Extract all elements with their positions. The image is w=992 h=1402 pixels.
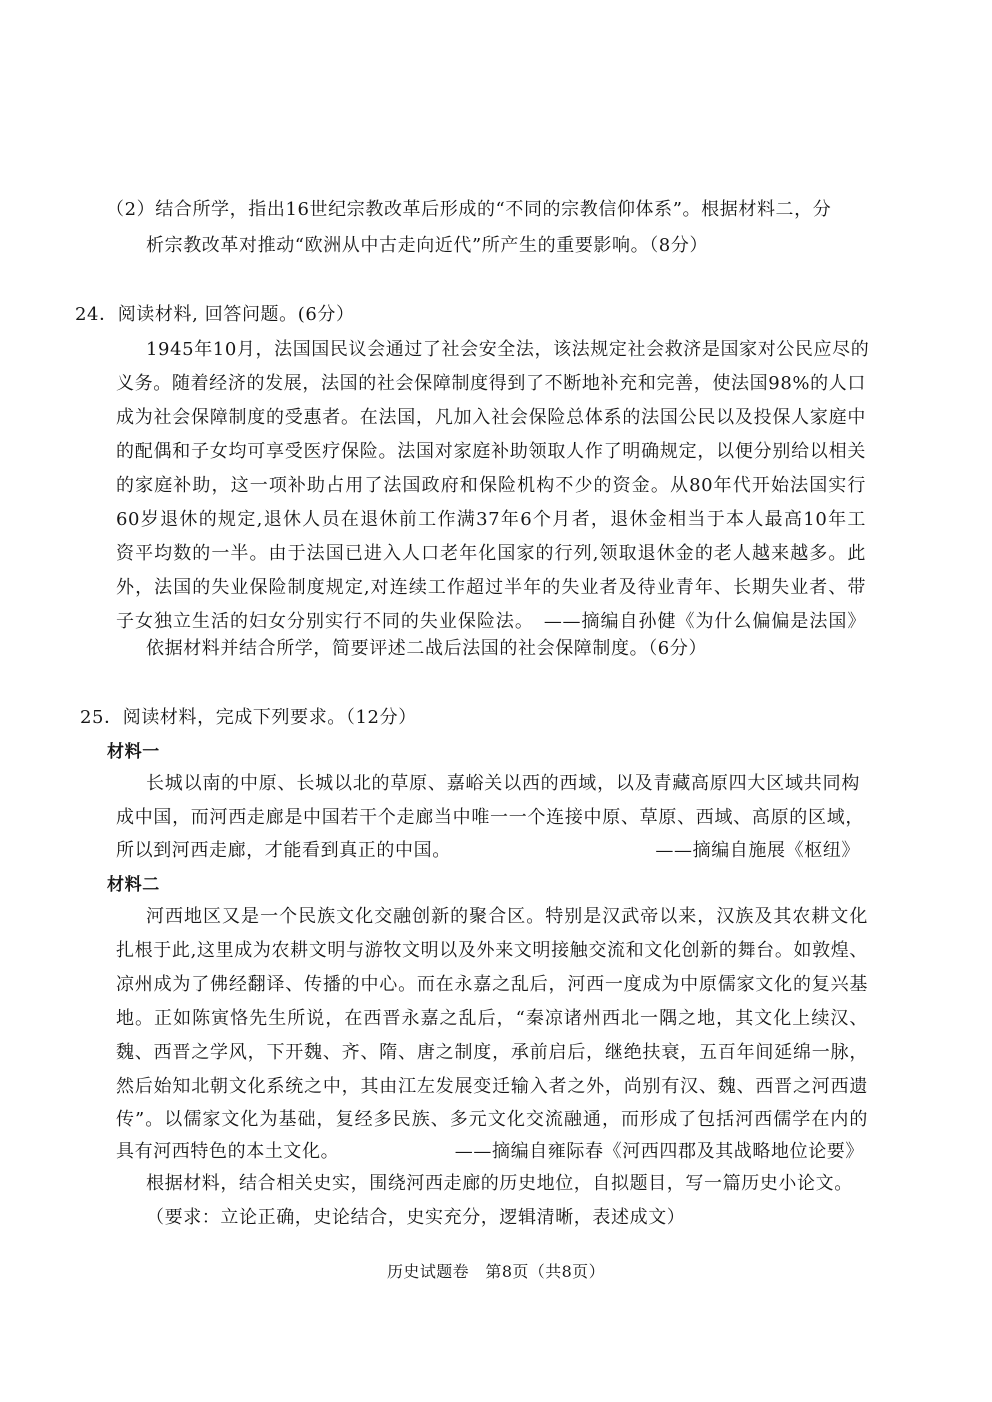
material2-line: 河西地区又是一个民族文化交融创新的聚合区。特别是汉武帝以来，汉族及其农耕文化 xyxy=(146,906,868,927)
material1-line: 所以到河西走廊，才能看到真正的中国。 xyxy=(116,840,451,861)
q24-title: 24．阅读材料, 回答问题。(6分） xyxy=(75,304,355,325)
material1-line: 成中国，而河西走廊是中国若干个走廊当中唯一一个连接中原、草原、西域、高原的区域， xyxy=(116,807,864,828)
material1-source: ——摘编自施展《枢纽》 xyxy=(655,840,860,861)
page-footer: 历史试题卷 第8页（共8页） xyxy=(387,1262,605,1281)
q24-paragraph-line: 外，法国的失业保险制度规定,对连续工作超过半年的失业者及待业青年、长期失业者、带 xyxy=(116,577,866,598)
material2-line: 然后始知北朝文化系统之中，其由江左发展变迁输入者之外，尚别有汉、魏、西晋之河西遗 xyxy=(116,1076,868,1097)
q25-title: 25．阅读材料，完成下列要求。（12分） xyxy=(80,707,417,728)
q24-paragraph-line: 的配偶和子女均可享受医疗保险。法国对家庭补助领取人作了明确规定，以便分别给以相关 xyxy=(116,441,866,462)
material2-label: 材料二 xyxy=(107,875,160,895)
q24-paragraph-line: 的家庭补助，这一项补助占用了法国政府和保险机构不少的资金。从80年代开始法国实行 xyxy=(116,475,866,496)
material1-label: 材料一 xyxy=(107,742,160,762)
q24-paragraph-line: 子女独立生活的妇女分别实行不同的失业保险法。 ——摘编自孙健《为什么偏偏是法国》 xyxy=(116,611,866,632)
material2-line: 地。正如陈寅恪先生所说，在西晋永嘉之乱后，“秦凉诸州西北一隅之地，其文化上续汉、 xyxy=(116,1008,868,1029)
q24-paragraph-line: 1945年10月，法国国民议会通过了社会安全法，该法规定社会救济是国家对公民应尽的 xyxy=(146,339,870,360)
q23-part2-line1: （2）结合所学，指出16世纪宗教改革后形成的“不同的宗教信仰体系”。根据材料二，分 xyxy=(106,199,832,220)
q24-paragraph-line: 60岁退休的规定,退休人员在退休前工作满37年6个月者，退休金相当于本人最高10年工 xyxy=(116,509,866,530)
q24-paragraph-line: 义务。随着经济的发展，法国的社会保障制度得到了不断地补充和完善，使法国98%的人口 xyxy=(116,373,866,394)
q24-paragraph-line: 成为社会保障制度的受惠者。在法国，凡加入社会保险总体系的法国公民以及投保人家庭中 xyxy=(116,407,866,428)
material2-line: 具有河西特色的本土文化。 xyxy=(116,1141,340,1162)
material2-source: ——摘编自雍际春《河西四郡及其战略地位论要》 xyxy=(454,1141,864,1162)
q25-task: 根据材料，结合相关史实，围绕河西走廊的历史地位，自拟题目，写一篇历史小论文。 xyxy=(146,1173,853,1194)
material2-line: 扎根于此,这里成为农耕文明与游牧文明以及外来文明接触交流和文化创新的舞台。如敦煌、 xyxy=(116,940,868,961)
q25-requirement: （要求：立论正确，史论结合，史实充分，逻辑清晰，表述成文） xyxy=(146,1207,686,1228)
q24-paragraph-line: 资平均数的一半。由于法国已进入人口老年化国家的行列,领取退休金的老人越来越多。此 xyxy=(116,543,866,564)
q23-part2-line2: 析宗教改革对推动“欧洲从中古走向近代”所产生的重要影响。（8分） xyxy=(146,235,709,256)
q24-question: 依据材料并结合所学，简要评述二战后法国的社会保障制度。（6分） xyxy=(146,638,708,659)
material2-line: 魏、西晋之学风，下开魏、齐、隋、唐之制度，承前启后，继绝扶衰，五百年间延绵一脉， xyxy=(116,1042,868,1063)
material2-line: 凉州成为了佛经翻译、传播的中心。而在永嘉之乱后，河西一度成为中原儒家文化的复兴基 xyxy=(116,974,868,995)
material1-line: 长城以南的中原、长城以北的草原、嘉峪关以西的西域，以及青藏高原四大区域共同构 xyxy=(146,773,860,794)
material2-line: 传”。以儒家文化为基础，复经多民族、多元文化交流融通，而形成了包括河西儒学在内的 xyxy=(116,1109,868,1130)
